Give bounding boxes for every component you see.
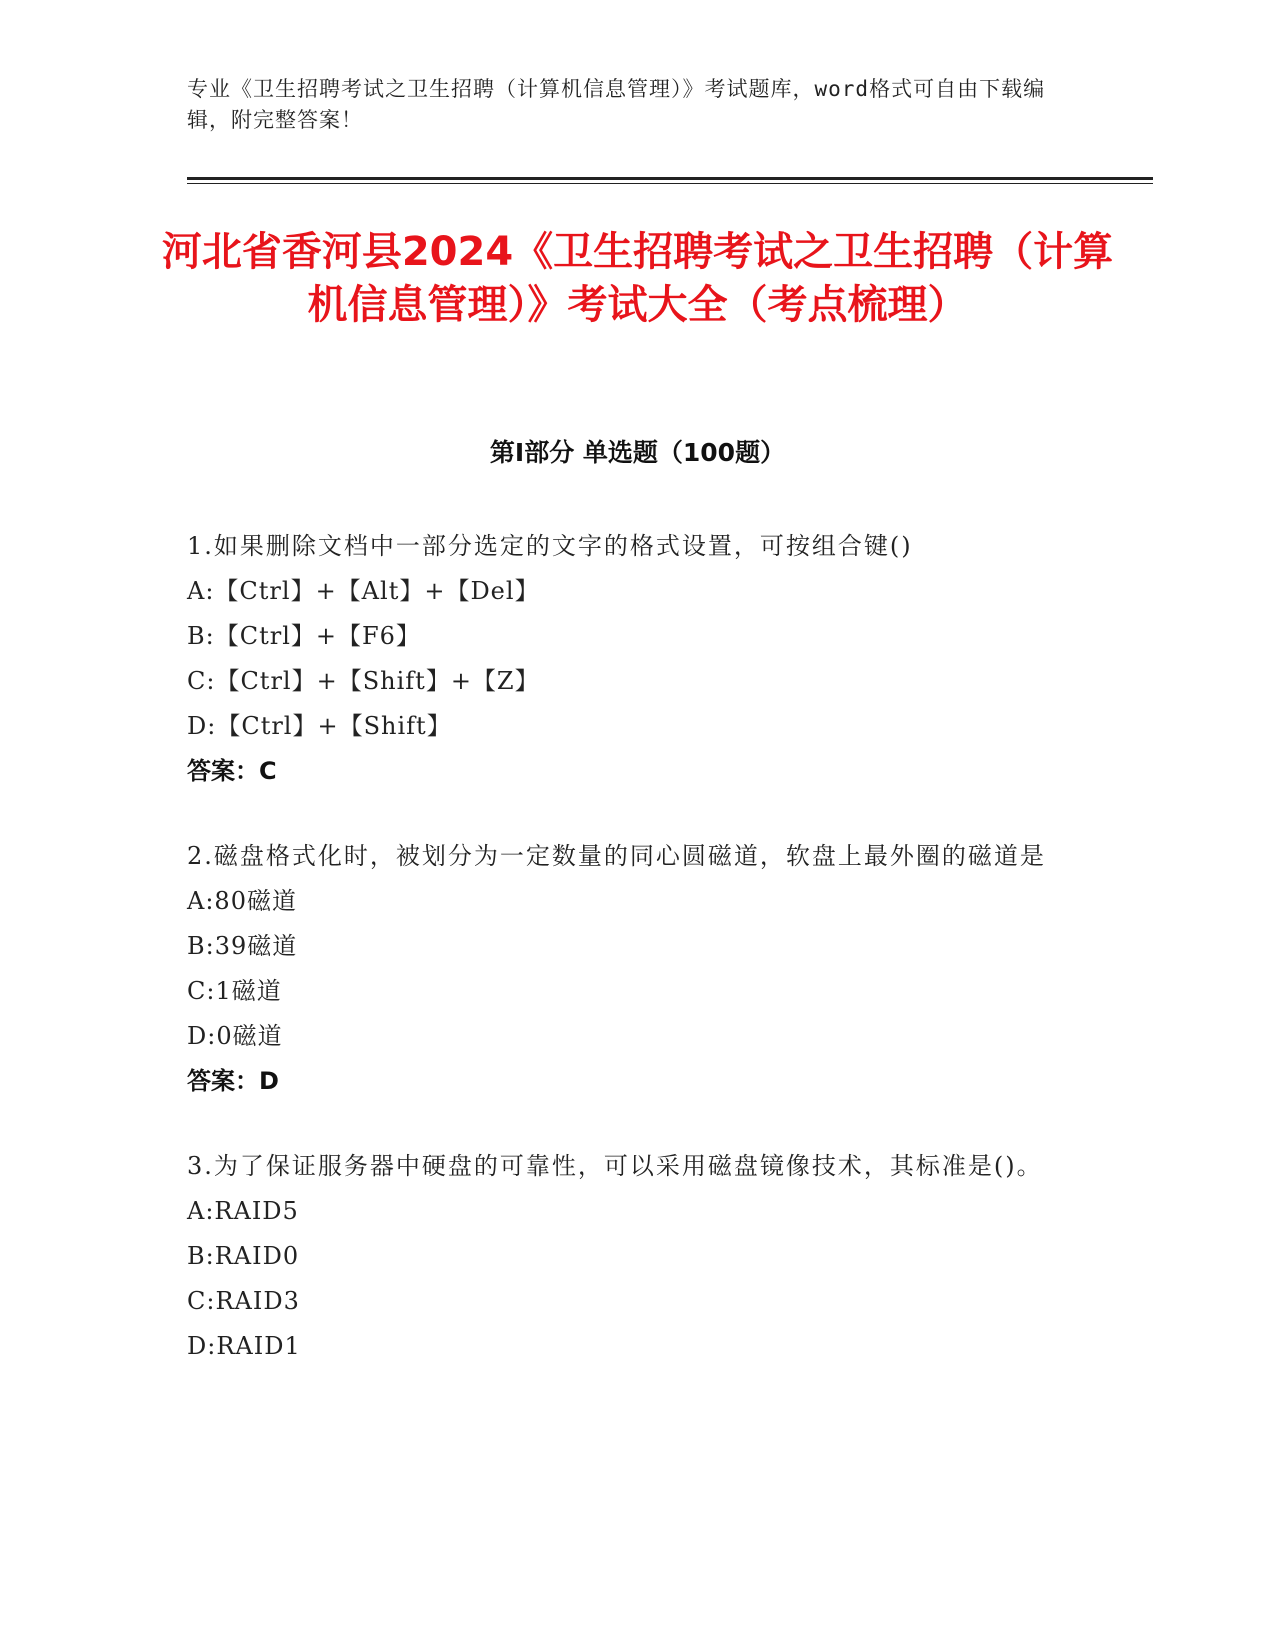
option-d: D:RAID1 (187, 1332, 301, 1360)
option-c: C:RAID3 (187, 1287, 300, 1315)
option-c: C:【Ctrl】+【Shift】+【Z】 (187, 667, 540, 695)
question-2 (187, 834, 1067, 1104)
header-note: 专业《卫生招聘考试之卫生招聘（计算机信息管理）》考试题库，word格式可自由下载编辑，附完整答案！ (187, 77, 1046, 132)
answer: 答案：D (187, 1067, 279, 1095)
option-b: B:39磁道 (187, 932, 298, 960)
question-text: 1.如果删除文档中一部分选定的文字的格式设置，可按组合键() (187, 532, 913, 560)
option-b: B:RAID0 (187, 1242, 300, 1270)
option-a: A:RAID5 (187, 1197, 299, 1225)
header-divider-thin (187, 183, 1153, 184)
question-text: 3.为了保证服务器中硬盘的可靠性，可以采用磁盘镜像技术，其标准是()。 (187, 1152, 1043, 1180)
question-1 (187, 524, 1067, 794)
option-a: A:80磁道 (187, 887, 297, 915)
question-text: 2.磁盘格式化时，被划分为一定数量的同心圆磁道，软盘上最外圈的磁道是 (187, 842, 1046, 870)
document-title: 河北省香河县2024《卫生招聘考试之卫生招聘（计算机信息管理）》考试大全（考点梳理） (161, 229, 1114, 328)
option-c: C:1磁道 (187, 977, 282, 1005)
option-a: A:【Ctrl】+【Alt】+【Del】 (187, 577, 540, 605)
option-d: D:【Ctrl】+【Shift】 (187, 712, 452, 740)
option-b: B:【Ctrl】+【F6】 (187, 622, 421, 650)
answer: 答案：C (187, 757, 277, 785)
section-heading: 第Ⅰ部分 单选题（100题） (489, 438, 786, 467)
header-divider-thick (187, 177, 1153, 180)
question-3 (187, 1144, 1067, 1369)
option-d: D:0磁道 (187, 1022, 283, 1050)
question-list (187, 524, 1067, 1409)
